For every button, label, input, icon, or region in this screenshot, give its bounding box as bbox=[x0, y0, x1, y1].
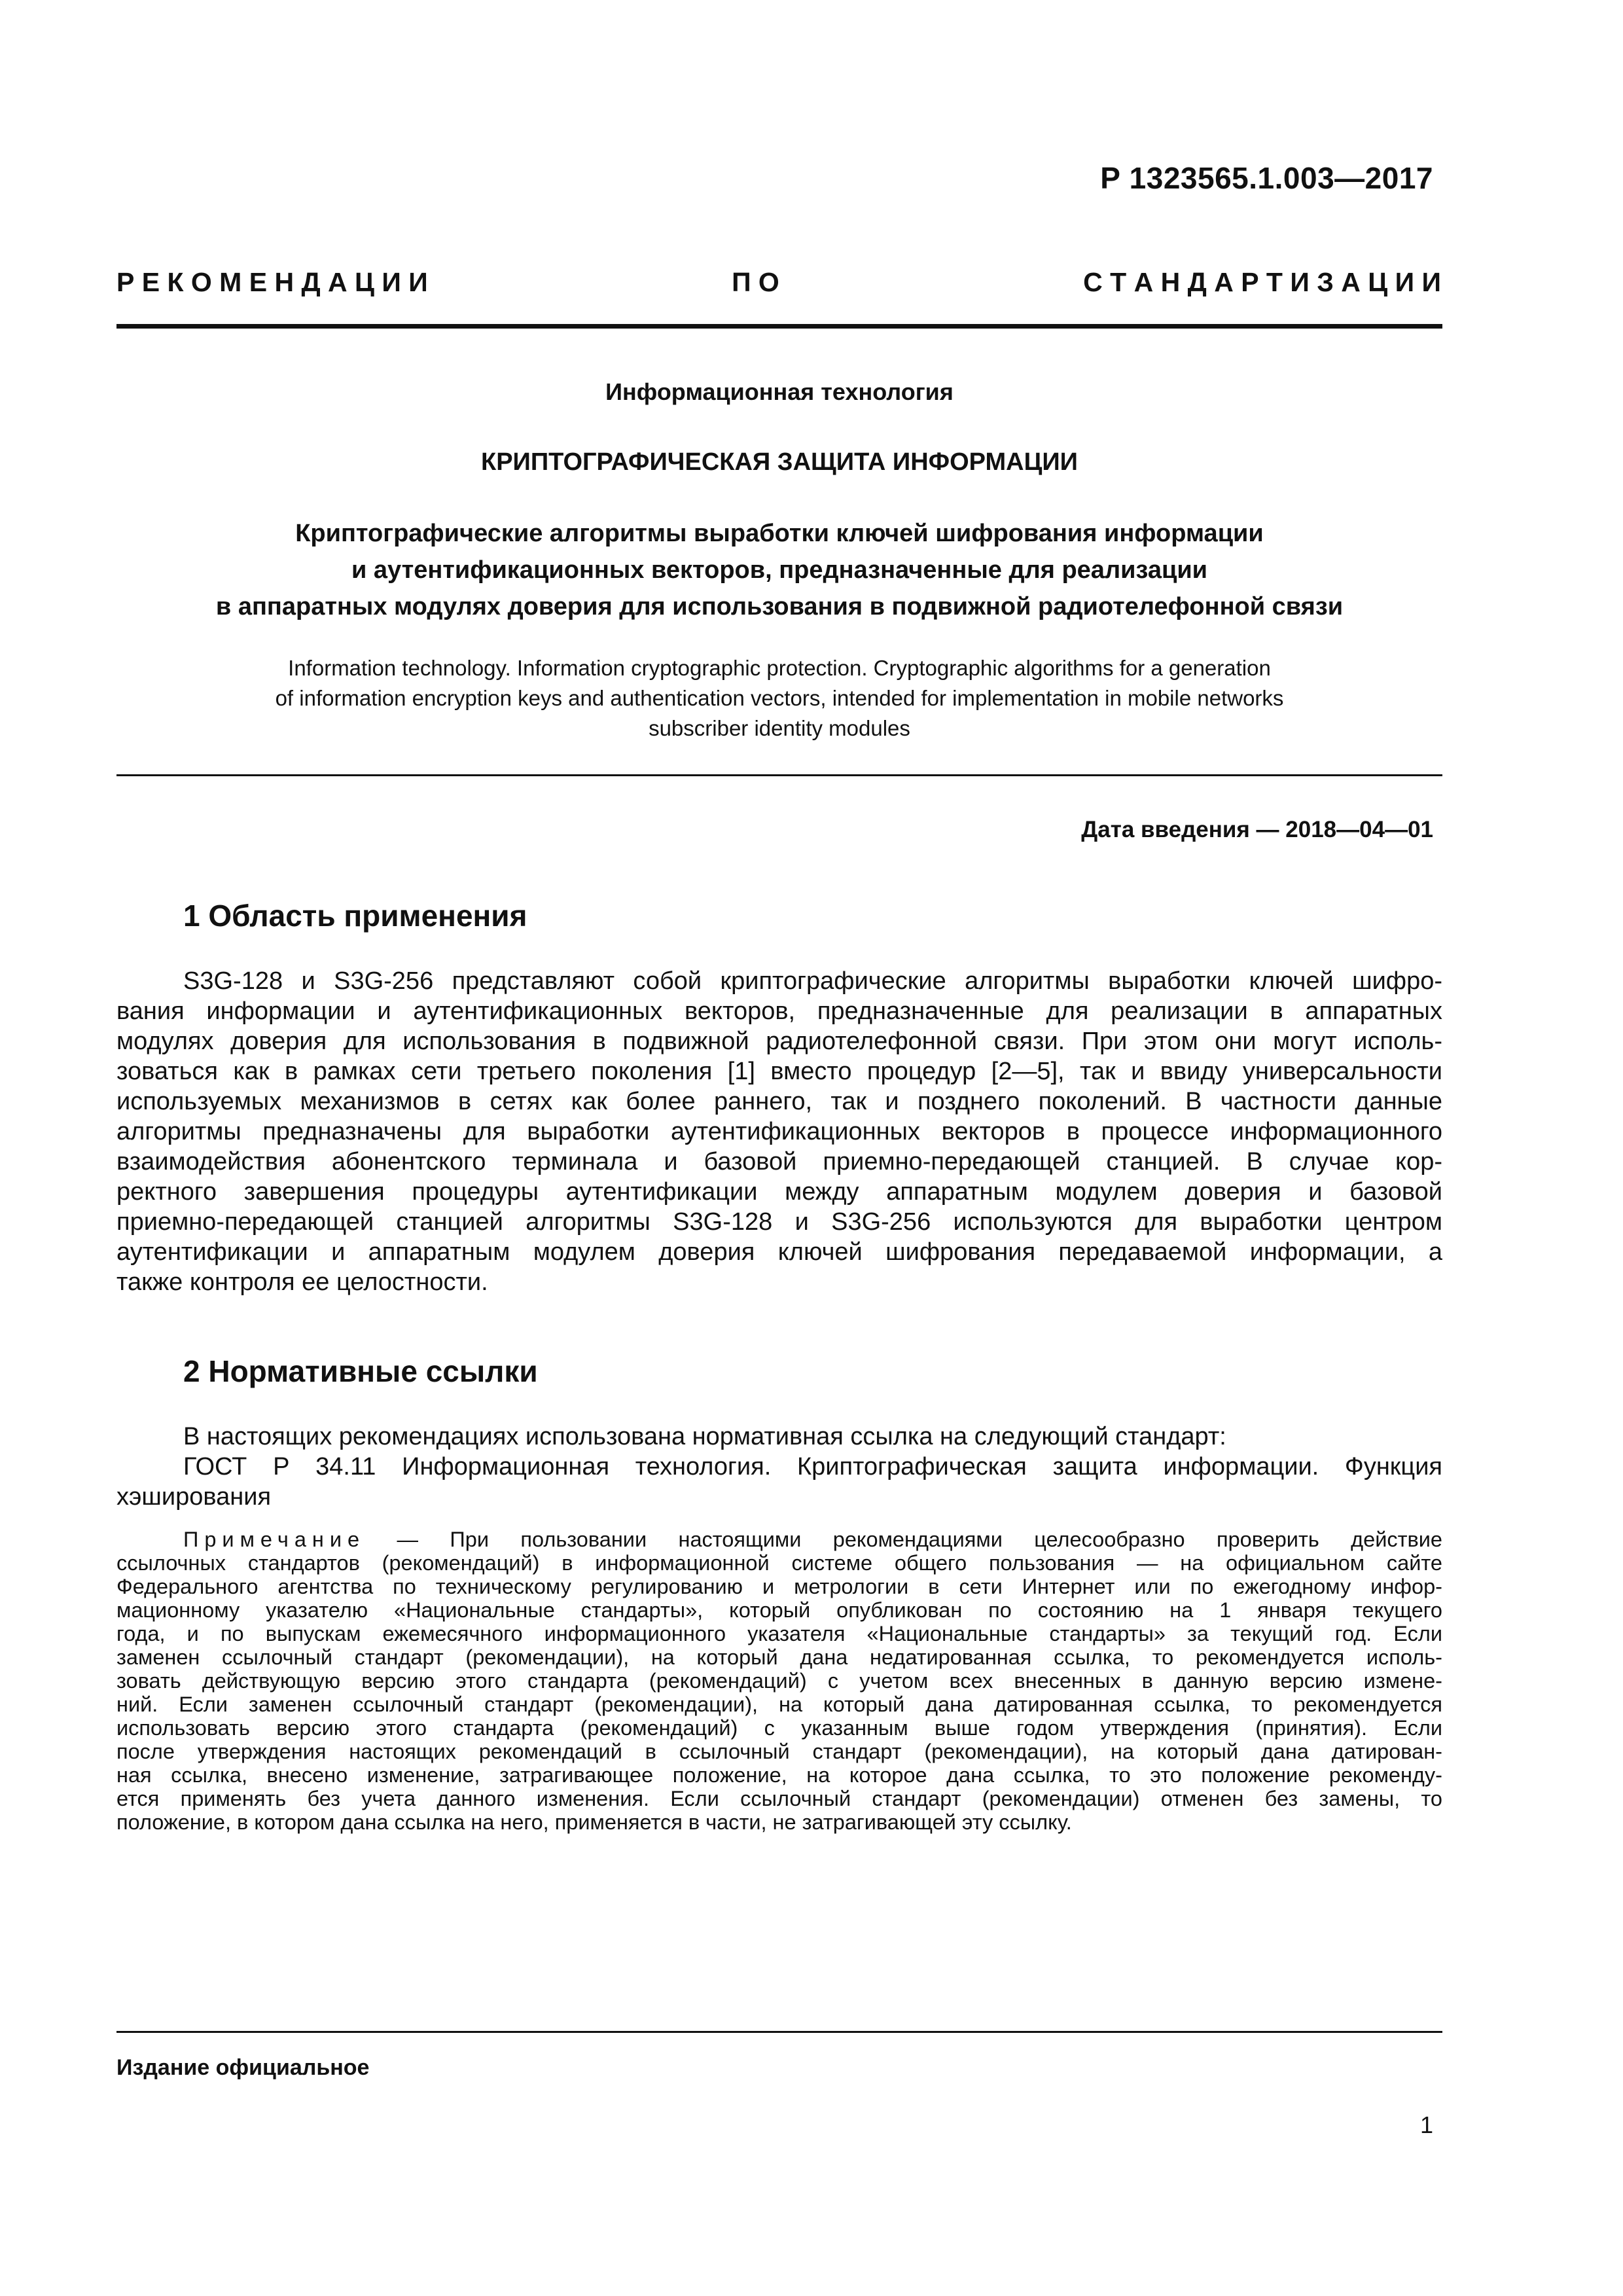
sub-title bbox=[116, 515, 1442, 625]
introduction-date: Дата введения — 2018—04—01 bbox=[1081, 817, 1433, 842]
official-edition-label: Издание официальное bbox=[116, 2055, 370, 2080]
subject-title: Информационная технология bbox=[605, 378, 954, 405]
sub-title-line: Криптографические алгоритмы выработки ключей шифрования информации bbox=[295, 520, 1264, 547]
section-2-paragraph bbox=[116, 1422, 1442, 1512]
paragraph-line: модулях доверия для использования в подвижной радиотелефонной связи. При этом они могут исполь- bbox=[116, 1028, 1442, 1055]
note-line: ний. Если заменен ссылочный стандарт (рекомендации), на который дана датированная ссылка, то рекомендуется bbox=[116, 1693, 1442, 1716]
note-line: заменен ссылочный стандарт (рекомендации), на который дана недатированная ссылка, то рекомендуется исполь- bbox=[116, 1645, 1442, 1669]
paragraph-line: аутентификации и аппаратным модулем доверия ключей шифрования передаваемой информации, а bbox=[116, 1238, 1442, 1266]
english-title-line: of information encryption keys and authentication vectors, intended for implementation in mobile networks bbox=[275, 686, 1284, 710]
paragraph-line: S3G-128 и S3G-256 представляют собой криптографические алгоритмы выработки ключей шифро- bbox=[183, 967, 1442, 995]
paragraph-line: взаимодействия абонентского терминала и базовой приемно-передающей станцией. В случае кор- bbox=[116, 1148, 1442, 1175]
note-line: зовать действующую версию этого стандарта (рекомендаций) с учетом всех внесенных в данную версию измене- bbox=[116, 1669, 1442, 1693]
note-line: ная ссылка, внесено изменение, затрагивающее положение, на которое дана ссылка, то это положение рекоменду- bbox=[116, 1763, 1442, 1787]
section-1-heading: 1 Область применения bbox=[183, 899, 527, 933]
note-line: ссылочных стандартов (рекомендаций) в информационной системе общего пользования — на официальном сайте bbox=[116, 1551, 1442, 1575]
title-rule bbox=[116, 774, 1442, 776]
paragraph-line: В настоящих рекомендациях использована нормативная ссылка на следующий стандарт: bbox=[183, 1423, 1226, 1450]
reference-line: ГОСТ Р 34.11 Информационная технология. Криптографическая защита информации. Функция bbox=[183, 1453, 1442, 1480]
english-title bbox=[116, 653, 1442, 744]
english-title-line: subscriber identity modules bbox=[649, 716, 910, 740]
document-number: Р 1323565.1.003—2017 bbox=[1100, 161, 1433, 195]
note-line: мационному указателю «Национальные стандарты», который опубликован по состоянию на 1 января текущего bbox=[116, 1598, 1442, 1622]
section-2-heading: 2 Нормативные ссылки bbox=[183, 1354, 538, 1388]
note-line: Федерального агентства по техническому регулированию и метрологии в сети Интернет или по ежегодному инфор- bbox=[116, 1575, 1442, 1598]
paragraph-line: приемно-передающей станцией алгоритмы S3G-128 и S3G-256 используются для выработки центром bbox=[116, 1208, 1442, 1236]
paragraph-line: алгоритмы предназначены для выработки аутентификационных векторов в процессе информационного bbox=[116, 1118, 1442, 1145]
main-title: КРИПТОГРАФИЧЕСКАЯ ЗАЩИТА ИНФОРМАЦИИ bbox=[481, 448, 1078, 476]
english-title-line: Information technology. Information cryptographic protection. Cryptographic algorithms for a generation bbox=[288, 656, 1271, 680]
note-line: после утверждения настоящих рекомендаций в ссылочный стандарт (рекомендации), на который дана датирован- bbox=[116, 1740, 1442, 1763]
section-1-paragraph bbox=[116, 966, 1442, 1297]
note-block bbox=[116, 1528, 1442, 1834]
reference-line: хэширования bbox=[116, 1483, 272, 1511]
note-line: Примечание — При пользовании настоящими рекомендациями целесообразно проверить действие bbox=[183, 1528, 1442, 1551]
sub-title-line: и аутентификационных векторов, предназначенные для реализации bbox=[351, 556, 1208, 584]
series-word-2: П О bbox=[732, 267, 779, 297]
paragraph-line: зоваться как в рамках сети третьего поколения [1] вместо процедур [2—5], так и ввиду универсальности bbox=[116, 1058, 1442, 1085]
note-line: использовать версию этого стандарта (рекомендаций) с указанным выше годом утверждения (принятия). Если bbox=[116, 1716, 1442, 1740]
series-word-3: С Т А Н Д А Р Т И З А Ц И И bbox=[1083, 267, 1441, 297]
header-rule bbox=[116, 324, 1442, 329]
paragraph-line: ректного завершения процедуры аутентификации между аппаратным модулем доверия и базовой bbox=[116, 1178, 1442, 1206]
note-line: положение, в котором дана ссылка на него, применяется в части, не затрагивающей эту ссылку. bbox=[116, 1810, 1072, 1834]
paragraph-line: используемых механизмов в сетях как более раннего, так и позднего поколений. В частности данные bbox=[116, 1088, 1442, 1115]
note-line: ется применять без учета данного изменения. Если ссылочный стандарт (рекомендации) отменен без замены, то bbox=[116, 1787, 1442, 1810]
note-line: года, и по выпускам ежемесячного информационного указателя «Национальные стандарты» за текущий год. Если bbox=[116, 1622, 1442, 1645]
note-label: Примечание bbox=[183, 1528, 366, 1551]
page-number: 1 bbox=[1419, 2111, 1433, 2138]
series-title bbox=[116, 267, 1441, 298]
paragraph-line: вания информации и аутентификационных векторов, предназначенные для реализации в аппаратных bbox=[116, 997, 1442, 1025]
paragraph-line: также контроля ее целостности. bbox=[116, 1268, 488, 1296]
series-word-1: Р Е К О М Е Н Д А Ц И И bbox=[116, 267, 428, 297]
footer-rule bbox=[116, 2031, 1442, 2033]
sub-title-line: в аппаратных модулях доверия для использования в подвижной радиотелефонной связи bbox=[215, 593, 1344, 620]
